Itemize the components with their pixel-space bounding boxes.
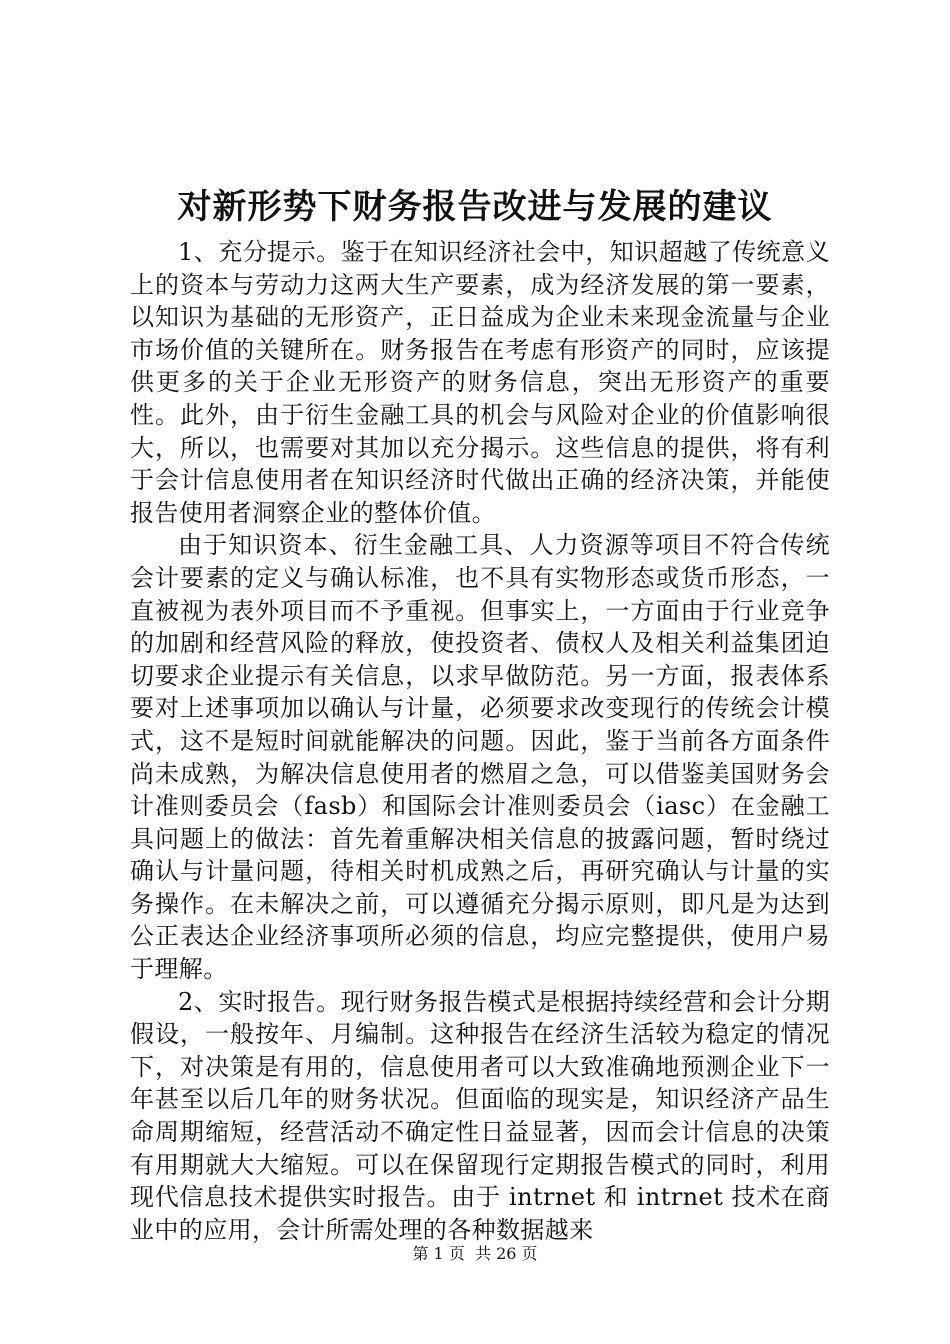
paragraph-1: 1、充分提示。鉴于在知识经济社会中，知识超越了传统意义上的资本与劳动力这两大生产要素，成为经济发展的第一要素，以知识为基础的无形资产，正日益成为企业未来现金流量与企业市场价值的关键所在。财务报告在考虑有形资产的同时，应该提供更多的关于企业无形资产的财务信息，突出无形资产的重要性。此外，由于衍生金融工具的机会与风险对企业的价值影响很大，所以，也需要对其加以充分揭示。这些信息的提供，将有利于会计信息使用者在知识经济时代做出正确的经济决策，并能使报告使用者洞察企业的整体价值。 <box>130 238 830 527</box>
page-footer: 第 1 页 共 26 页 <box>412 1244 538 1263</box>
paragraph-2: 由于知识资本、衍生金融工具、人力资源等项目不符合传统会计要素的定义与确认标准，也不具有实物形态或货币形态，一直被视为表外项目而不予重视。但事实上，一方面由于行业竞争的加剧和经营风险的释放，使投资者、债权人及相关利益集团迫切要求企业提示有关信息，以求早做防范。另一方面，报表体系要对上述事项加以确认与计量，必须要求改变现行的传统会计模式，这不是短时间就能解决的问题。因此，鉴于当前各方面条件尚未成熟，为解决信息使用者的燃眉之急，可以借鉴美国财务会计准则委员会（fasb）和国际会计准则委员会（iasc）在金融工具问题上的做法：首先着重解决相关信息的披露问题，暂时绕过确认与计量问题，待相关时机成熟之后，再研究确认与计量的实务操作。在未解决之前，可以遵循充分揭示原则，即凡是为达到公正表达企业经济事项所必须的信息，均应完整提供，使用户易于理解。 <box>130 531 830 984</box>
document-title: 对新形势下财务报告改进与发展的建议 <box>177 187 773 227</box>
paragraph-3: 2、实时报告。现行财务报告模式是根据持续经营和会计分期假设，一般按年、月编制。这种报告在经济生活较为稳定的情况下，对决策是有用的，信息使用者可以大致准确地预测企业下一年甚至以后几年的财务状况。但面临的现实是，知识经济产品生命周期缩短，经营活动不确定性日益显著，因而会计信息的决策有用期就大大缩短。可以在保留现行定期报告模式的同时，利用现代信息技术提供实时报告。由于 intrnet 和 intrnet 技术在商业中的应用，会计所需处理的各种数据越来 <box>130 987 830 1244</box>
document-body <box>130 236 830 1246</box>
